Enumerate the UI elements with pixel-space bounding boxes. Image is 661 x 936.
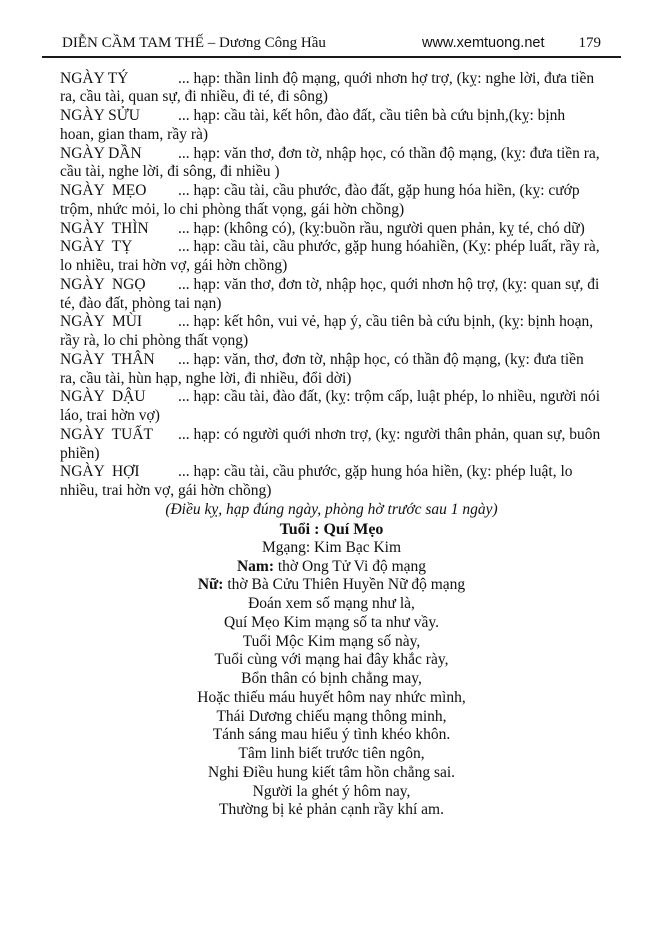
day-entry-suu <box>60 107 603 145</box>
header-divider <box>42 56 621 58</box>
day-entry-ti <box>60 238 603 276</box>
day-entry-than <box>60 351 603 389</box>
page-number: 179 <box>578 35 601 51</box>
age-title: Tuổi : Quí Mẹo <box>279 520 384 538</box>
day-text: ... hạp: (không có), (kỵ:buồn rầu, người quen phản, kỵ té, chó dữ) <box>178 219 585 237</box>
verse-line: Quí Mẹo Kim mạng số ta như vầy. <box>224 613 439 631</box>
verse-line: Thường bị kẻ phản cạnh rầy khí am. <box>219 801 444 819</box>
day-text: ... hạp: văn thơ, đơn tờ, nhập học, có thần độ mạng, (kỵ: đưa tiền ra, cầu tài, nghe lời, đi sông, đi nhiều ) <box>60 144 600 181</box>
verse-line: Tánh sáng mau hiểu ý tình khéo khôn. <box>212 726 451 744</box>
day-entry-dau <box>60 388 603 426</box>
male-worship-line <box>60 558 603 577</box>
day-label: NGÀY TÝ <box>60 69 129 87</box>
verse-line: Nghi Điều hung kiết tâm hồn chẳng sai. <box>207 763 456 781</box>
day-text: ... hạp: cầu tài, cầu phước, gặp hung hóahiền, (Kỵ: phép luất, rầy rà, lo nhiều, trai hờn vợ, gái hờn chồng) <box>60 238 600 275</box>
day-text: ... hạp: thần linh độ mạng, quới nhơn hợ trợ, (kỵ: nghe lời, đưa tiền ra, cầu tài, quan sự, đi nhiều, đi té, đi sông) <box>60 69 595 106</box>
day-label: NGÀY THÌN <box>60 219 149 237</box>
day-entry-ngo <box>60 276 603 314</box>
day-text: ... hạp: cầu tài, cầu phước, đào đất, gặp hung hóa hiền, (kỵ: cướp trộm, nhức mỏi, lo chi phòng thất vọng, gái hờn chồng) <box>60 182 580 218</box>
day-text: ... hạp: cầu tài, cầu phước, gặp hung hóa hiền, (kỵ: phép luật, lo nhiều, trai hờn vợ, gái hờn chồng) <box>60 463 573 500</box>
day-text: ... hạp: có người quới nhơn trợ, (kỵ: người thân phản, quan sự, buôn phiền) <box>60 425 601 462</box>
day-text: ... hạp: cầu tài, kết hôn, đào đất, cầu tiên bà cứu bịnh,(kỵ: bịnh hoan, gian tham, rầy rà) <box>60 107 566 143</box>
day-entry-meo <box>60 182 603 220</box>
male-label: Nam: <box>236 557 274 575</box>
day-text: ... hạp: cầu tài, đào đất, (kỵ: trộm cấp, luật phép, lo nhiều, người nói láo, trai hờn vợ) <box>60 388 601 425</box>
day-entry-tuat <box>60 426 603 464</box>
caution-note: (Điều kỵ, hạp đúng ngày, phòng hờ trước sau 1 ngày) <box>165 500 498 518</box>
book-title: DIỄN CẦM TAM THẾ – Dương Công Hầu <box>62 35 326 51</box>
day-text: ... hạp: kết hôn, vui vẻ, hạp ý, cầu tiên bà cứu bịnh, (kỵ: bịnh hoạn, rầy rà, lo chi phòng thất vọng) <box>60 313 594 350</box>
day-entry-dan <box>60 145 603 183</box>
day-label: NGÀY TUẤT <box>60 425 153 443</box>
day-label: NGÀY DẦN <box>60 144 142 162</box>
day-entry-mui <box>60 313 603 351</box>
female-label: Nữ: <box>197 576 224 594</box>
verse-line: Tuổi cùng với mạng hai đây khắc rày, <box>214 651 449 669</box>
day-label: NGÀY NGỌ <box>60 275 146 293</box>
day-label: NGÀY DẬU <box>60 388 146 406</box>
day-entry-thin <box>60 220 603 239</box>
destiny-line: Mgạng: Kim Bạc Kim <box>261 538 402 556</box>
day-label: NGÀY MÙI <box>60 313 143 331</box>
verse-line: Bổn thân có bịnh chẳng may, <box>241 670 422 688</box>
verse-line: Tâm linh biết trước tiên ngôn, <box>238 745 425 763</box>
verse-line: Hoặc thiếu máu huyết hôm nay nhức mình, <box>197 688 466 706</box>
header-right <box>422 34 601 53</box>
verse-line: Tuổi Mộc Kim mạng số này, <box>242 632 421 650</box>
day-label: NGÀY THÂN <box>60 350 155 368</box>
verse-line: Người la ghét ý hôm nay, <box>252 782 411 800</box>
website-url: www.xemtuong.net <box>421 35 545 51</box>
day-label: NGÀY MẸO <box>60 182 147 200</box>
female-worship-line <box>60 576 603 595</box>
day-text: ... hạp: văn thơ, đơn tờ, nhập học, quới nhơn hộ trợ, (kỵ: quan sự, đi té, đào đất, phòng tai nạn) <box>60 275 600 312</box>
male-text: thờ Ong Tử Vi độ mạng <box>274 557 427 575</box>
day-entry-hoi <box>60 463 603 501</box>
day-label: NGÀY SỬU <box>60 107 140 125</box>
day-entry-ty <box>60 70 603 108</box>
verse-line: Thái Dương chiếu mạng thông minh, <box>216 707 447 725</box>
verse-line: Đoán xem số mạng như là, <box>248 595 415 613</box>
day-text: ... hạp: văn, thơ, đơn tờ, nhập học, có thần độ mạng, (kỵ: đưa tiền ra, cầu tài, hùn hạp, nghe lời, đi nhiều, đổi dời) <box>60 350 584 387</box>
day-label: NGÀY HỢI <box>60 463 140 481</box>
page-header <box>60 34 603 53</box>
day-label: NGÀY TỴ <box>60 238 133 256</box>
female-text: thờ Bà Cửu Thiên Huyền Nữ độ mạng <box>223 576 466 594</box>
